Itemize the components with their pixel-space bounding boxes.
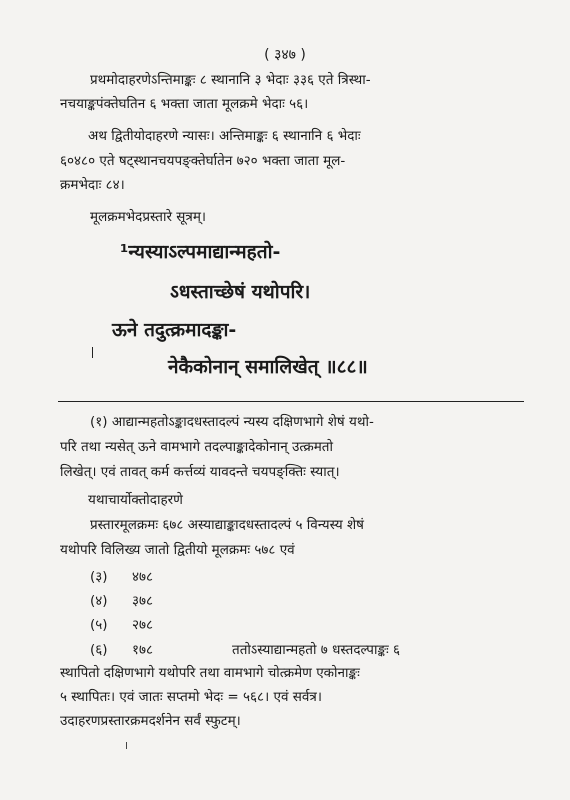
footnote-divider [58, 401, 524, 402]
list-item-5-value: २७८ [132, 617, 154, 633]
margin-mark [92, 347, 93, 358]
example-line-2: यथोपरि विलिख्य जातो द्वितीयो मूलक्रमः ५७८ एवं [60, 542, 295, 558]
list-item-6-value: १७८ [132, 642, 154, 658]
final-line-3: उदाहरणप्रस्तारक्रमदर्शनेन सर्वं स्फुटम्। [60, 713, 241, 729]
verse-line-3: ऊने तदुत्क्रमादङ्का- [112, 319, 237, 341]
list-item-3-number: (३) [90, 569, 108, 585]
commentary-line-1: (१) आद्यान्महतोऽङ्कादधस्तादल्पं न्यस्य दक्षिणभागे शेषं यथो- [90, 414, 374, 430]
list-item-6-text: ततोऽस्याद्यान्महतो ७ धस्तदल्पाङ्कः ६ [232, 642, 401, 658]
verse-line-1: ¹न्यस्याऽल्पमाद्यान्महतो- [120, 241, 281, 263]
list-item-5-number: (५) [90, 617, 108, 633]
list-item-4-value: ३७८ [132, 593, 154, 609]
sutra-heading: मूलक्रमभेदप्रस्तारे सूत्रम्। [90, 209, 207, 225]
commentary-line-2: परि तथा न्यसेत् ऊने वामभागे तदल्पाङ्कादेकोनान् उत्क्रमतो [60, 439, 333, 455]
example-line-1: प्रस्तारमूलक्रमः ६७८ अस्याद्याङ्कादधस्तादल्पं ५ विन्यस्य शेषं [90, 517, 364, 533]
page-number: ( ३४७ ) [264, 47, 306, 63]
final-line-1: स्थापितो दक्षिणभागे यथोपरि तथा वामभागे चोत्क्रमेण एकोनाङ्कः [60, 665, 360, 681]
list-item-3-value: ४७८ [132, 569, 154, 585]
para1-line-1: प्रथमोदाहरणेऽन्तिमाङ्कः ८ स्थानानि ३ भेदाः ३३६ एते त्रिस्था- [90, 72, 371, 88]
commentary-line-3: लिखेत्। एवं तावत् कर्म कर्त्तव्यं यावदन्ते चयपङ्क्तिः स्यात्। [60, 464, 340, 480]
para2-line-3: क्रमभेदाः ८४। [60, 177, 125, 193]
verse-line-2: ऽधस्ताच्छेषं यथोपरि। [170, 281, 311, 303]
example-heading: यथाचार्योक्तोदाहरणे [88, 492, 183, 508]
para1-line-2: नचयाङ्कपंक्तेघतिन ६ भक्ता जाता मूलक्रमे भेदाः ५६। [60, 96, 309, 112]
verse-line-4: नेकैकोनान् समालिखेत् ॥८८॥ [168, 356, 368, 378]
para2-line-2: ६०४८० एते षट्स्थानचयपङ्क्तेर्घातेन ७२० भक्ता जाता मूल- [60, 153, 346, 169]
list-item-6-number: (६) [90, 642, 108, 658]
stray-mark [126, 742, 127, 749]
list-item-4-number: (४) [90, 593, 108, 609]
para2-line-1: अथ द्वितीयोदाहरणे न्यासः। अन्तिमाङ्कः ६ स्थानानि ६ भेदाः [88, 128, 361, 144]
final-line-2: ५ स्थापितः। एवं जातः सप्तमो भेदः = ५६८। एवं सर्वत्र। [60, 689, 322, 705]
